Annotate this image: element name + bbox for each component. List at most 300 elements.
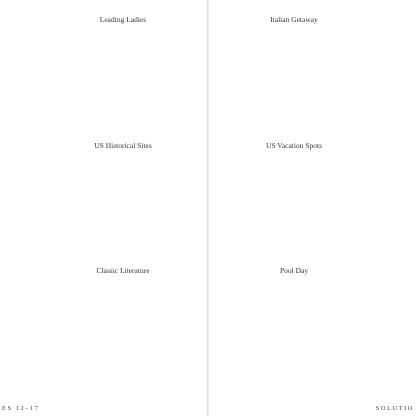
grid-cell: [360, 346, 367, 354]
grid-cell: [294, 35, 301, 43]
grid-cell: [189, 278, 196, 286]
grid-cell: [116, 206, 123, 214]
grid-cell: [86, 286, 93, 294]
grid-cell: [352, 376, 359, 384]
grid-cell: [189, 153, 196, 161]
grid-cell: [221, 251, 228, 259]
grid-cell: [116, 376, 123, 384]
grid-cell: [2, 72, 9, 80]
grid-cell: [101, 206, 108, 214]
grid-cell: [243, 87, 250, 95]
grid-cell: [360, 161, 367, 169]
grid-cell: [181, 323, 188, 331]
grid-cell: [330, 376, 337, 384]
grid-cell: [375, 301, 382, 309]
grid-cell: [243, 383, 250, 391]
grid-cell: [17, 221, 24, 229]
grid-cell: [123, 198, 130, 206]
grid-cell: [397, 125, 404, 133]
grid-cell: [72, 308, 79, 316]
grid-cell: [236, 125, 243, 133]
grid-cell: [189, 286, 196, 294]
grid-cell: [181, 228, 188, 236]
grid-cell: [65, 117, 72, 125]
grid-cell: [94, 213, 101, 221]
grid-cell: [174, 198, 181, 206]
grid-cell: [309, 35, 316, 43]
grid-cell: [257, 251, 264, 259]
grid-cell: [167, 316, 174, 324]
grid-cell: [352, 110, 359, 118]
grid-cell: [323, 368, 330, 376]
grid-cell: [57, 183, 64, 191]
grid-cell: [345, 228, 352, 236]
grid-cell: [221, 50, 228, 58]
grid-cell: [345, 35, 352, 43]
grid-cell: [390, 236, 397, 244]
grid-cell: [130, 251, 137, 259]
grid-cell: [294, 168, 301, 176]
grid-cell: [404, 301, 411, 309]
grid-cell: [301, 293, 308, 301]
grid-cell: [159, 376, 166, 384]
grid-cell: [9, 331, 16, 339]
grid-cell: [101, 27, 108, 35]
grid-cell: [123, 398, 130, 406]
grid-cell: [316, 110, 323, 118]
grid-cell: [57, 110, 64, 118]
grid-cell: [360, 125, 367, 133]
grid-cell: [279, 338, 286, 346]
grid-cell: [138, 323, 145, 331]
grid-cell: [189, 125, 196, 133]
grid-cell: [375, 251, 382, 259]
grid-cell: [57, 125, 64, 133]
grid-cell: [94, 338, 101, 346]
grid-cell: [330, 198, 337, 206]
grid-cell: [404, 376, 411, 384]
grid-cell: [221, 391, 228, 399]
grid-cell: [272, 110, 279, 118]
grid-cell: [86, 191, 93, 199]
grid-cell: [301, 338, 308, 346]
grid-cell: [72, 383, 79, 391]
grid-cell: [375, 95, 382, 103]
grid-cell: [382, 316, 389, 324]
grid-cell: [57, 95, 64, 103]
grid-cell: [221, 286, 228, 294]
grid-cell: [108, 391, 115, 399]
grid-cell: [9, 102, 16, 110]
grid-cell: [145, 278, 152, 286]
grid-cell: [174, 221, 181, 229]
grid-cell: [9, 293, 16, 301]
grid-cell: [116, 293, 123, 301]
grid-cell: [228, 278, 235, 286]
grid-cell: [86, 278, 93, 286]
grid-cell: [236, 161, 243, 169]
grid-cell: [382, 301, 389, 309]
grid-cell: [9, 353, 16, 361]
grid-cell: [101, 391, 108, 399]
grid-cell: [382, 338, 389, 346]
grid-cell: [181, 132, 188, 140]
grid-cell: [2, 293, 9, 301]
grid-cell: [243, 191, 250, 199]
grid-cell: [79, 243, 86, 251]
grid-cell: [352, 57, 359, 65]
grid-cell: [123, 236, 130, 244]
grid-cell: [221, 117, 228, 125]
grid-cell: [301, 361, 308, 369]
grid-cell: [72, 391, 79, 399]
grid-cell: [130, 50, 137, 58]
grid-cell: [301, 323, 308, 331]
grid-cell: [294, 308, 301, 316]
grid-cell: [50, 251, 57, 259]
grid-cell: [404, 125, 411, 133]
grid-cell: [390, 206, 397, 214]
grid-cell: [330, 213, 337, 221]
grid-cell: [167, 50, 174, 58]
grid-cell: [236, 301, 243, 309]
grid-cell: [397, 176, 404, 184]
grid-cell: [236, 398, 243, 406]
grid-cell: [9, 95, 16, 103]
grid-cell: [243, 398, 250, 406]
grid-cell: [108, 35, 115, 43]
grid-cell: [79, 221, 86, 229]
grid-cell: [101, 117, 108, 125]
grid-cell: [228, 368, 235, 376]
grid-cell: [9, 65, 16, 73]
grid-cell: [287, 251, 294, 259]
grid-cell: [24, 110, 31, 118]
grid-cell: [181, 251, 188, 259]
grid-cell: [167, 383, 174, 391]
right-page: [209, 0, 416, 416]
puzzle-pool-day: [221, 265, 367, 395]
grid-cell: [316, 80, 323, 88]
grid-cell: [152, 228, 159, 236]
grid-cell: [397, 72, 404, 80]
grid-cell: [323, 87, 330, 95]
puzzle-title: Classic Literature: [96, 266, 150, 275]
grid-cell: [330, 65, 337, 73]
grid-cell: [181, 95, 188, 103]
grid-cell: [130, 398, 137, 406]
grid-cell: [382, 228, 389, 236]
grid-cell: [138, 346, 145, 354]
grid-cell: [397, 221, 404, 229]
grid-cell: [323, 376, 330, 384]
grid-cell: [228, 251, 235, 259]
grid-cell: [375, 72, 382, 80]
grid-cell: [123, 383, 130, 391]
grid-cell: [72, 153, 79, 161]
grid-cell: [279, 361, 286, 369]
grid-cell: [9, 50, 16, 58]
grid-cell: [17, 331, 24, 339]
grid-cell: [294, 353, 301, 361]
grid-cell: [397, 57, 404, 65]
grid-cell: [159, 168, 166, 176]
grid-cell: [228, 65, 235, 73]
grid-cell: [79, 213, 86, 221]
grid-cell: [24, 168, 31, 176]
grid-cell: [236, 117, 243, 125]
grid-cell: [57, 293, 64, 301]
grid-cell: [31, 316, 38, 324]
grid-cell: [9, 198, 16, 206]
grid-cell: [65, 206, 72, 214]
grid-cell: [57, 316, 64, 324]
grid-cell: [323, 198, 330, 206]
grid-cell: [323, 236, 330, 244]
grid-cell: [360, 308, 367, 316]
grid-cell: [228, 117, 235, 125]
grid-cell: [352, 65, 359, 73]
grid-cell: [24, 213, 31, 221]
grid-cell: [294, 286, 301, 294]
grid-cell: [228, 153, 235, 161]
grid-cell: [101, 125, 108, 133]
grid-cell: [257, 125, 264, 133]
grid-cell: [145, 191, 152, 199]
grid-cell: [257, 243, 264, 251]
grid-cell: [108, 117, 115, 125]
grid-cell: [101, 87, 108, 95]
grid-cell: [345, 125, 352, 133]
grid-cell: [57, 27, 64, 35]
grid-cell: [57, 42, 64, 50]
grid-cell: [159, 346, 166, 354]
grid-cell: [159, 308, 166, 316]
grid-cell: [189, 293, 196, 301]
grid-cell: [130, 346, 137, 354]
grid-cell: [272, 117, 279, 125]
grid-cell: [108, 331, 115, 339]
grid-cell: [345, 331, 352, 339]
grid-cell: [65, 398, 72, 406]
grid-cell: [79, 42, 86, 50]
grid-cell: [301, 42, 308, 50]
grid-cell: [243, 293, 250, 301]
grid-cell: [323, 278, 330, 286]
grid-cell: [228, 301, 235, 309]
grid-cell: [228, 361, 235, 369]
grid-cell: [72, 243, 79, 251]
grid-cell: [181, 35, 188, 43]
grid-cell: [221, 183, 228, 191]
grid-cell: [145, 213, 152, 221]
grid-cell: [145, 153, 152, 161]
grid-cell: [57, 338, 64, 346]
grid-cell: [294, 65, 301, 73]
grid-cell: [181, 183, 188, 191]
grid-cell: [404, 293, 411, 301]
grid-cell: [65, 376, 72, 384]
grid-cell: [345, 323, 352, 331]
grid-cell: [130, 161, 137, 169]
grid-cell: [152, 72, 159, 80]
grid-cell: [265, 243, 272, 251]
grid-cell: [236, 153, 243, 161]
grid-cell: [390, 50, 397, 58]
grid-cell: [9, 383, 16, 391]
grid-cell: [145, 376, 152, 384]
grid-cell: [94, 228, 101, 236]
grid-cell: [79, 346, 86, 354]
grid-cell: [294, 102, 301, 110]
grid-cell: [138, 221, 145, 229]
grid-cell: [65, 27, 72, 35]
grid-cell: [189, 243, 196, 251]
grid-cell: [116, 243, 123, 251]
grid-cell: [189, 353, 196, 361]
grid-cell: [138, 125, 145, 133]
grid-cell: [94, 376, 101, 384]
grid-cell: [309, 376, 316, 384]
grid-cell: [94, 50, 101, 58]
grid-cell: [181, 117, 188, 125]
grid-cell: [57, 398, 64, 406]
grid-cell: [174, 213, 181, 221]
grid-cell: [330, 95, 337, 103]
grid-cell: [279, 243, 286, 251]
grid-cell: [243, 221, 250, 229]
grid-cell: [294, 57, 301, 65]
grid-cell: [50, 316, 57, 324]
grid-cell: [152, 80, 159, 88]
grid-cell: [272, 87, 279, 95]
grid-cell: [397, 198, 404, 206]
grid-cell: [24, 161, 31, 169]
grid-cell: [138, 191, 145, 199]
grid-cell: [301, 27, 308, 35]
grid-cell: [345, 110, 352, 118]
grid-cell: [174, 168, 181, 176]
grid-cell: [174, 161, 181, 169]
grid-cell: [345, 346, 352, 354]
grid-cell: [152, 27, 159, 35]
grid-cell: [397, 168, 404, 176]
grid-cell: [79, 316, 86, 324]
grid-cell: [375, 391, 382, 399]
grid-cell: [265, 368, 272, 376]
grid-cell: [174, 308, 181, 316]
grid-cell: [167, 102, 174, 110]
grid-cell: [9, 308, 16, 316]
grid-cell: [360, 57, 367, 65]
grid-cell: [50, 308, 57, 316]
grid-cell: [50, 346, 57, 354]
grid-cell: [338, 353, 345, 361]
grid-cell: [167, 391, 174, 399]
grid-cell: [65, 368, 72, 376]
grid-cell: [24, 346, 31, 354]
grid-cell: [390, 308, 397, 316]
grid-cell: [189, 331, 196, 339]
grid-cell: [72, 50, 79, 58]
grid-cell: [174, 331, 181, 339]
grid-cell: [272, 376, 279, 384]
grid-cell: [152, 57, 159, 65]
grid-cell: [228, 50, 235, 58]
grid-cell: [86, 42, 93, 50]
grid-cell: [108, 183, 115, 191]
grid-cell: [94, 95, 101, 103]
grid-cell: [57, 168, 64, 176]
grid-cell: [338, 338, 345, 346]
grid-cell: [309, 161, 316, 169]
grid-cell: [101, 110, 108, 118]
page-footer: SOLUTIO: [375, 405, 414, 412]
grid-cell: [375, 221, 382, 229]
grid-cell: [309, 102, 316, 110]
grid-cell: [345, 361, 352, 369]
grid-cell: [301, 132, 308, 140]
grid-cell: [404, 308, 411, 316]
grid-cell: [243, 176, 250, 184]
grid-cell: [243, 80, 250, 88]
grid-cell: [228, 243, 235, 251]
grid-cell: [236, 316, 243, 324]
grid-cell: [375, 346, 382, 354]
grid-cell: [345, 398, 352, 406]
grid-cell: [236, 346, 243, 354]
grid-cell: [72, 57, 79, 65]
grid-cell: [159, 153, 166, 161]
grid-cell: [390, 293, 397, 301]
grid-cell: [243, 376, 250, 384]
grid-cell: [338, 80, 345, 88]
grid-cell: [9, 72, 16, 80]
grid-cell: [221, 65, 228, 73]
grid-cell: [138, 228, 145, 236]
grid-cell: [108, 213, 115, 221]
grid-cell: [301, 278, 308, 286]
grid-cell: [352, 168, 359, 176]
grid-cell: [250, 391, 257, 399]
grid-cell: [352, 183, 359, 191]
grid-cell: [352, 338, 359, 346]
grid-cell: [65, 72, 72, 80]
grid-cell: [189, 251, 196, 259]
grid-cell: [338, 191, 345, 199]
grid-cell: [309, 125, 316, 133]
grid-cell: [189, 183, 196, 191]
grid-cell: [265, 198, 272, 206]
grid-cell: [294, 72, 301, 80]
grid-cell: [397, 236, 404, 244]
grid-cell: [301, 391, 308, 399]
grid-cell: [221, 278, 228, 286]
grid-cell: [152, 361, 159, 369]
grid-cell: [31, 117, 38, 125]
grid-cell: [352, 87, 359, 95]
grid-cell: [9, 42, 16, 50]
grid-cell: [174, 391, 181, 399]
grid-cell: [330, 353, 337, 361]
grid-cell: [17, 206, 24, 214]
grid-cell: [152, 236, 159, 244]
grid-cell: [250, 286, 257, 294]
grid-cell: [390, 161, 397, 169]
grid-cell: [31, 383, 38, 391]
grid-cell: [301, 398, 308, 406]
grid-cell: [250, 65, 257, 73]
